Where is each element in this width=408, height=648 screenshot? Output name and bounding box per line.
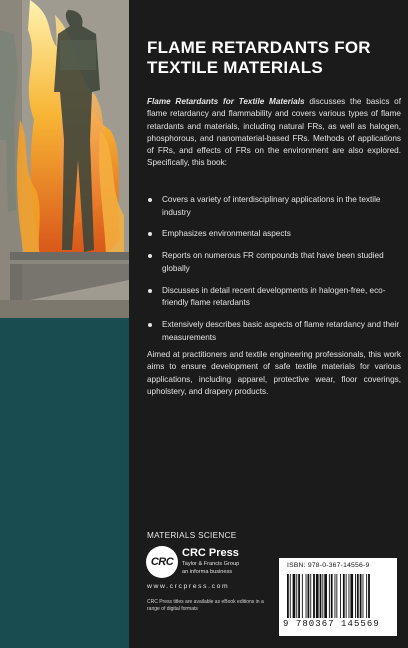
outro-paragraph: Aimed at practitioners and textile engineering professionals, this work aims to ensure development of safe textile materials for various applications, including apparel, protective wear, floor coverings, upholstery, and drapery products. — [147, 350, 401, 396]
back-cover-text-panel — [129, 0, 408, 648]
publisher-business: an informa business — [182, 569, 233, 575]
bullet-dot-icon — [148, 232, 152, 236]
book-title-heading: FLAME RETARDANTS FOR TEXTILE MATERIALS — [147, 38, 371, 77]
isbn-label: ISBN: 978-0-367-14556-9 — [287, 562, 370, 569]
cover-left-panel — [0, 0, 129, 648]
publisher-group: Taylor & Francis Group — [182, 561, 240, 567]
ebook-note: CRC Press titles are available as eBook editions in a range of digital formats — [147, 599, 264, 612]
cover-photo-burning-garments — [0, 0, 129, 318]
subject-category: MATERIALS SCIENCE — [147, 531, 237, 540]
intro-book-title: Flame Retardants for Textile Materials — [147, 97, 305, 106]
barcode-box — [279, 558, 397, 636]
publisher-url: www.crcpress.com — [147, 583, 230, 590]
feature-list — [147, 194, 401, 353]
list-item: Emphasizes environmental aspects — [147, 228, 401, 241]
crc-press-logo-icon: CRC — [146, 546, 178, 578]
list-item: Covers a variety of interdisciplinary applications in the textile industry — [147, 194, 401, 219]
bullet-dot-icon — [148, 254, 152, 258]
list-item: Extensively describes basic aspects of flame retardancy and their measurements — [147, 319, 401, 344]
intro-paragraph — [147, 96, 401, 170]
barcode-icon — [287, 574, 389, 618]
bullet-dot-icon — [148, 198, 152, 202]
teal-panel — [0, 318, 129, 648]
bullet-dot-icon — [148, 289, 152, 293]
intro-text: discusses the basics of flame retardancy and flammability and covers various types of flame retardants and materials, including natural FRs, as well as halogen, phosphorous, and nanomaterial-based FRs. Methods of applications of FRs, and effects of FRs on the environment are also explored. Specifically, this book: — [147, 97, 402, 168]
list-item: Discusses in detail recent developments in halogen-free, eco-friendly flame retardants — [147, 285, 401, 310]
publisher-name: CRC Press — [182, 547, 239, 559]
barcode-digits: 9 780367 145569 — [283, 619, 380, 629]
bullet-dot-icon — [148, 323, 152, 327]
flame-illustration — [0, 0, 129, 318]
list-item: Reports on numerous FR compounds that have been studied globally — [147, 250, 401, 275]
